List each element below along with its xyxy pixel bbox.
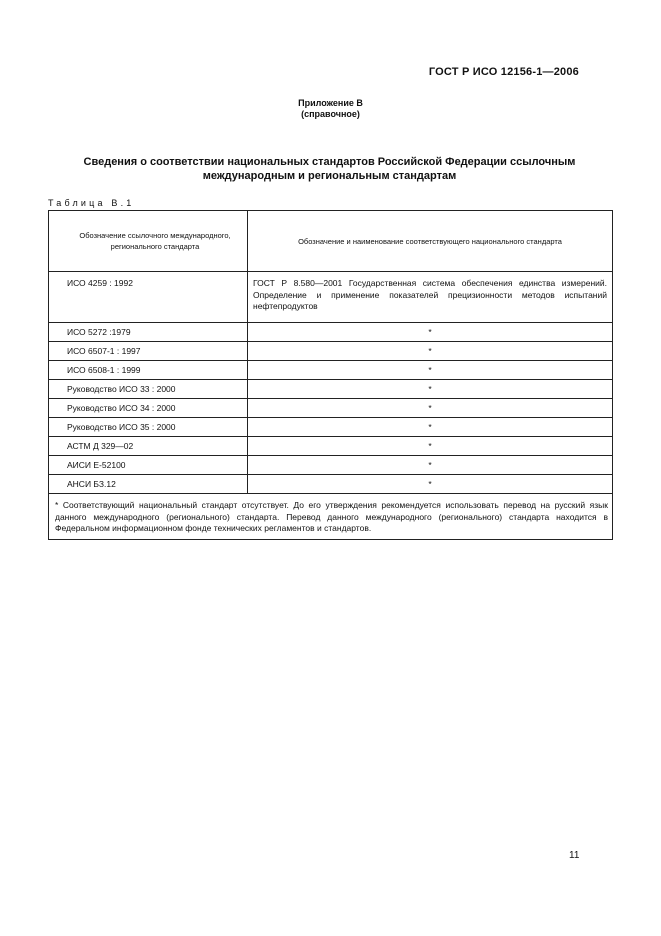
reference-cell: Руководство ИСО 34 : 2000 <box>49 399 248 418</box>
table-row <box>49 342 613 361</box>
reference-cell: Руководство ИСО 33 : 2000 <box>49 380 248 399</box>
reference-cell: ИСО 4259 : 1992 <box>49 272 248 323</box>
national-cell: * <box>248 399 613 418</box>
annex-heading <box>0 98 661 120</box>
table-caption: Таблица В.1 <box>48 198 135 208</box>
header-reference-standard: Обозначение ссылочного международного, регионального стандарта <box>49 211 248 272</box>
annex-subtitle: (справочное) <box>301 109 360 119</box>
page-number: 11 <box>569 850 580 861</box>
national-cell: * <box>248 475 613 494</box>
table-row <box>49 437 613 456</box>
reference-cell: ИСО 6507-1 : 1997 <box>49 342 248 361</box>
header-national-standard: Обозначение и наименование соответствующего национального стандарта <box>248 211 613 272</box>
table-row <box>49 380 613 399</box>
table-row <box>49 418 613 437</box>
annex-title: Приложение В <box>298 98 363 108</box>
table-header-row <box>49 211 613 272</box>
national-cell: * <box>248 323 613 342</box>
reference-cell: ИСО 5272 :1979 <box>49 323 248 342</box>
table-row <box>49 361 613 380</box>
table-footnote-row <box>49 494 613 540</box>
national-cell: * <box>248 380 613 399</box>
reference-cell: АНСИ БЗ.12 <box>49 475 248 494</box>
table-footnote: * Соответствующий национальный стандарт отсутствует. До его утверждения рекомендуется использовать перевод на русский язык данного международного (регионального) стандарта. Перевод данного международного (регионального) стандарта находится в Федеральном информационном фонде технических регламентов и стандартов. <box>49 494 613 540</box>
national-cell: * <box>248 437 613 456</box>
document-code: ГОСТ Р ИСО 12156-1—2006 <box>428 66 579 78</box>
section-title: Сведения о соответствии национальных стандартов Российской Федерации ссылочным международным и региональным стандартам <box>83 156 576 182</box>
table-row <box>49 475 613 494</box>
national-cell: * <box>248 361 613 380</box>
reference-cell: АИСИ Е-52100 <box>49 456 248 475</box>
national-cell: ГОСТ Р 8.580—2001 Государственная система обеспечения единства измерений. Определение и применение показателей прецизионности методов испытаний нефтепродуктов <box>248 272 613 323</box>
national-cell: * <box>248 342 613 361</box>
reference-cell: ИСО 6508-1 : 1999 <box>49 361 248 380</box>
table-row <box>49 323 613 342</box>
table-row <box>49 456 613 475</box>
national-cell: * <box>248 418 613 437</box>
reference-cell: Руководство ИСО 35 : 2000 <box>49 418 248 437</box>
table-row <box>49 272 613 323</box>
national-cell: * <box>248 456 613 475</box>
reference-cell: АСТМ Д 329—02 <box>49 437 248 456</box>
table-row <box>49 399 613 418</box>
standards-table <box>48 210 613 540</box>
